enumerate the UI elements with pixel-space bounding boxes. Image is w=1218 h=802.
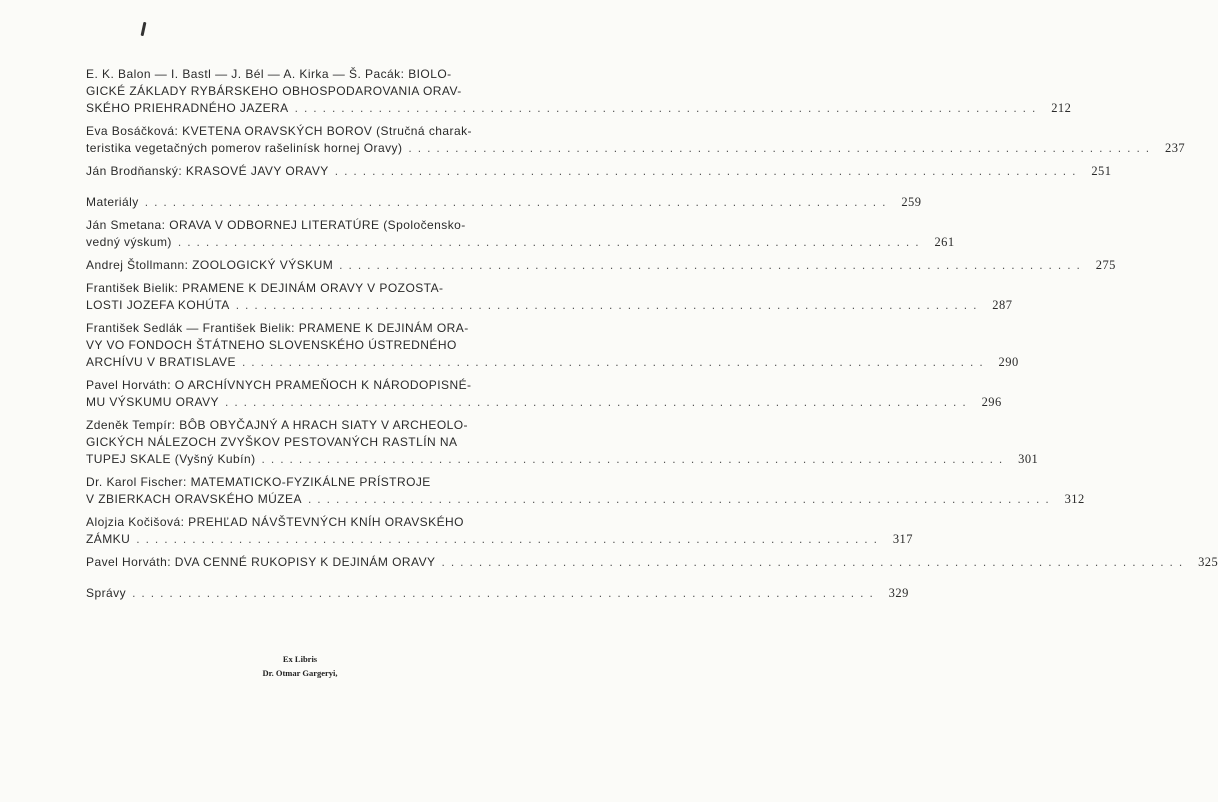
dot-leader: ................................................................................ <box>235 298 983 312</box>
dot-leader: ................................................................................ <box>136 532 883 546</box>
toc-entry-last-line <box>86 394 1002 411</box>
toc-entry-last-line <box>86 194 922 211</box>
toc-entry-line: GICKÉ ZÁKLADY RYBÁRSKEHO OBHOSPODAROVANIA ORAV- <box>86 84 462 98</box>
toc-entry-last-line <box>86 585 909 602</box>
toc-entry <box>86 194 922 211</box>
toc-entry-last-line <box>86 163 1112 180</box>
toc-entry-line: Pavel Horváth: O ARCHÍVNYCH PRAMEŇOCH K NÁRODOPISNÉ- <box>86 378 472 392</box>
page-number: 301 <box>1018 452 1039 466</box>
page-number: 251 <box>1091 164 1112 178</box>
page-number: 261 <box>934 235 955 249</box>
toc-entry-line: GICKÝCH NÁLEZOCH ZVYŠKOV PESTOVANÝCH RASTLÍN NA <box>86 435 458 449</box>
toc-entry-line: Alojzia Kočišová: PREHĽAD NÁVŠTEVNÝCH KNÍH ORAVSKÉHO <box>86 515 464 529</box>
toc-entry-line: Dr. Karol Fischer: MATEMATICKO-FYZIKÁLNE PRÍSTROJE <box>86 475 431 489</box>
toc-entry <box>86 280 1013 314</box>
page-number: 312 <box>1064 492 1085 506</box>
toc-entry <box>86 217 955 251</box>
page-number: 329 <box>888 586 909 600</box>
table-of-contents <box>86 66 1218 608</box>
toc-entry-title: teristika vegetačných pomerov rašelinísk hornej Oravy) <box>86 141 403 155</box>
dot-leader: ................................................................................ <box>225 395 972 409</box>
dot-leader: ................................................................................ <box>294 101 1042 115</box>
page-number: 275 <box>1095 258 1116 272</box>
page-number: 212 <box>1051 101 1072 115</box>
page-number: 317 <box>892 532 913 546</box>
toc-entry-last-line <box>86 531 913 548</box>
toc-entry-line: František Bielik: PRAMENE K DEJINÁM ORAVY V POZOSTA- <box>86 281 444 295</box>
dot-leader: ................................................................................ <box>408 141 1156 155</box>
ex-libris-label: Ex Libris <box>282 654 318 664</box>
page-number: 287 <box>992 298 1013 312</box>
toc-entry-title: Pavel Horváth: DVA CENNÉ RUKOPISY K DEJINÁM ORAVY <box>86 555 436 569</box>
toc-entry-title: vedný výskum) <box>86 235 172 249</box>
page-number: 296 <box>981 395 1002 409</box>
toc-entry-last-line <box>86 491 1085 508</box>
toc-entry <box>86 474 1085 508</box>
toc-entry-line: Eva Bosáčková: KVETENA ORAVSKÝCH BOROV (Stručná charak- <box>86 124 472 138</box>
toc-entry-last-line <box>86 297 1013 314</box>
dot-leader: ................................................................................ <box>334 164 1082 178</box>
dot-leader: ................................................................................ <box>307 492 1055 506</box>
toc-entry-title: V ZBIERKACH ORAVSKÉHO MÚZEA <box>86 492 302 506</box>
toc-entry-line: František Sedlák — František Bielik: PRAMENE K DEJINÁM ORA- <box>86 321 469 335</box>
toc-entry <box>86 163 1112 180</box>
dot-leader: ................................................................................ <box>132 586 879 600</box>
dot-leader: ................................................................................ <box>177 235 925 249</box>
dot-leader: ................................................................................ <box>441 555 1189 569</box>
page-number: 290 <box>998 355 1019 369</box>
toc-entry-title: Správy <box>86 586 127 600</box>
toc-entry-line: Ján Smetana: ORAVA V ODBORNEJ LITERATÚRE (Spoločensko- <box>86 218 466 232</box>
page-number: 237 <box>1165 141 1186 155</box>
toc-entry <box>86 417 1039 468</box>
toc-entry-title: Materiály <box>86 195 139 209</box>
toc-entry-title: MU VÝSKUMU ORAVY <box>86 395 219 409</box>
toc-entry-title: ARCHÍVU V BRATISLAVE <box>86 355 236 369</box>
toc-entry <box>86 257 1116 274</box>
toc-entry-last-line <box>86 354 1019 371</box>
ex-libris-owner: Dr. Otmar Gargeryi, <box>262 668 338 678</box>
toc-entry <box>86 585 909 602</box>
toc-entry <box>86 123 1186 157</box>
dot-leader: ................................................................................ <box>241 355 989 369</box>
toc-entry-last-line <box>86 257 1116 274</box>
toc-entry-title: ZÁMKU <box>86 532 131 546</box>
toc-entry <box>86 320 1019 371</box>
toc-entry-line: Zdeněk Tempír: BÔB OBYČAJNÝ A HRACH SIATY V ARCHEOLO- <box>86 418 468 432</box>
toc-entry-title: SKÉHO PRIEHRADNÉHO JAZERA <box>86 101 289 115</box>
toc-entry-last-line <box>86 100 1072 117</box>
page-number: 259 <box>901 195 922 209</box>
page-number: 325 <box>1198 555 1218 569</box>
toc-entry <box>86 66 1072 117</box>
dot-leader: ................................................................................ <box>144 195 892 209</box>
toc-entry <box>86 377 1002 411</box>
toc-entry-title: Andrej Štollmann: ZOOLOGICKÝ VÝSKUM <box>86 258 334 272</box>
toc-entry-last-line <box>86 140 1186 157</box>
toc-entry-last-line <box>86 554 1218 571</box>
toc-entry <box>86 514 913 548</box>
toc-entry-title: Ján Brodňanský: KRASOVÉ JAVY ORAVY <box>86 164 329 178</box>
toc-entry <box>86 554 1218 571</box>
dot-leader: ................................................................................ <box>339 258 1086 272</box>
toc-entry-title: LOSTI JOZEFA KOHÚTA <box>86 298 230 312</box>
dot-leader: ................................................................................ <box>261 452 1009 466</box>
toc-entry-line: E. K. Balon — I. Bastl — J. Bél — A. Kirka — Š. Pacák: BIOLO- <box>86 67 452 81</box>
toc-entry-last-line <box>86 234 955 251</box>
toc-entry-line: VY VO FONDOCH ŠTÁTNEHO SLOVENSKÉHO ÚSTREDNÉHO <box>86 338 457 352</box>
toc-entry-title: TUPEJ SKALE (Vyšný Kubín) <box>86 452 256 466</box>
toc-entry-last-line <box>86 451 1039 468</box>
pen-mark <box>141 22 147 36</box>
